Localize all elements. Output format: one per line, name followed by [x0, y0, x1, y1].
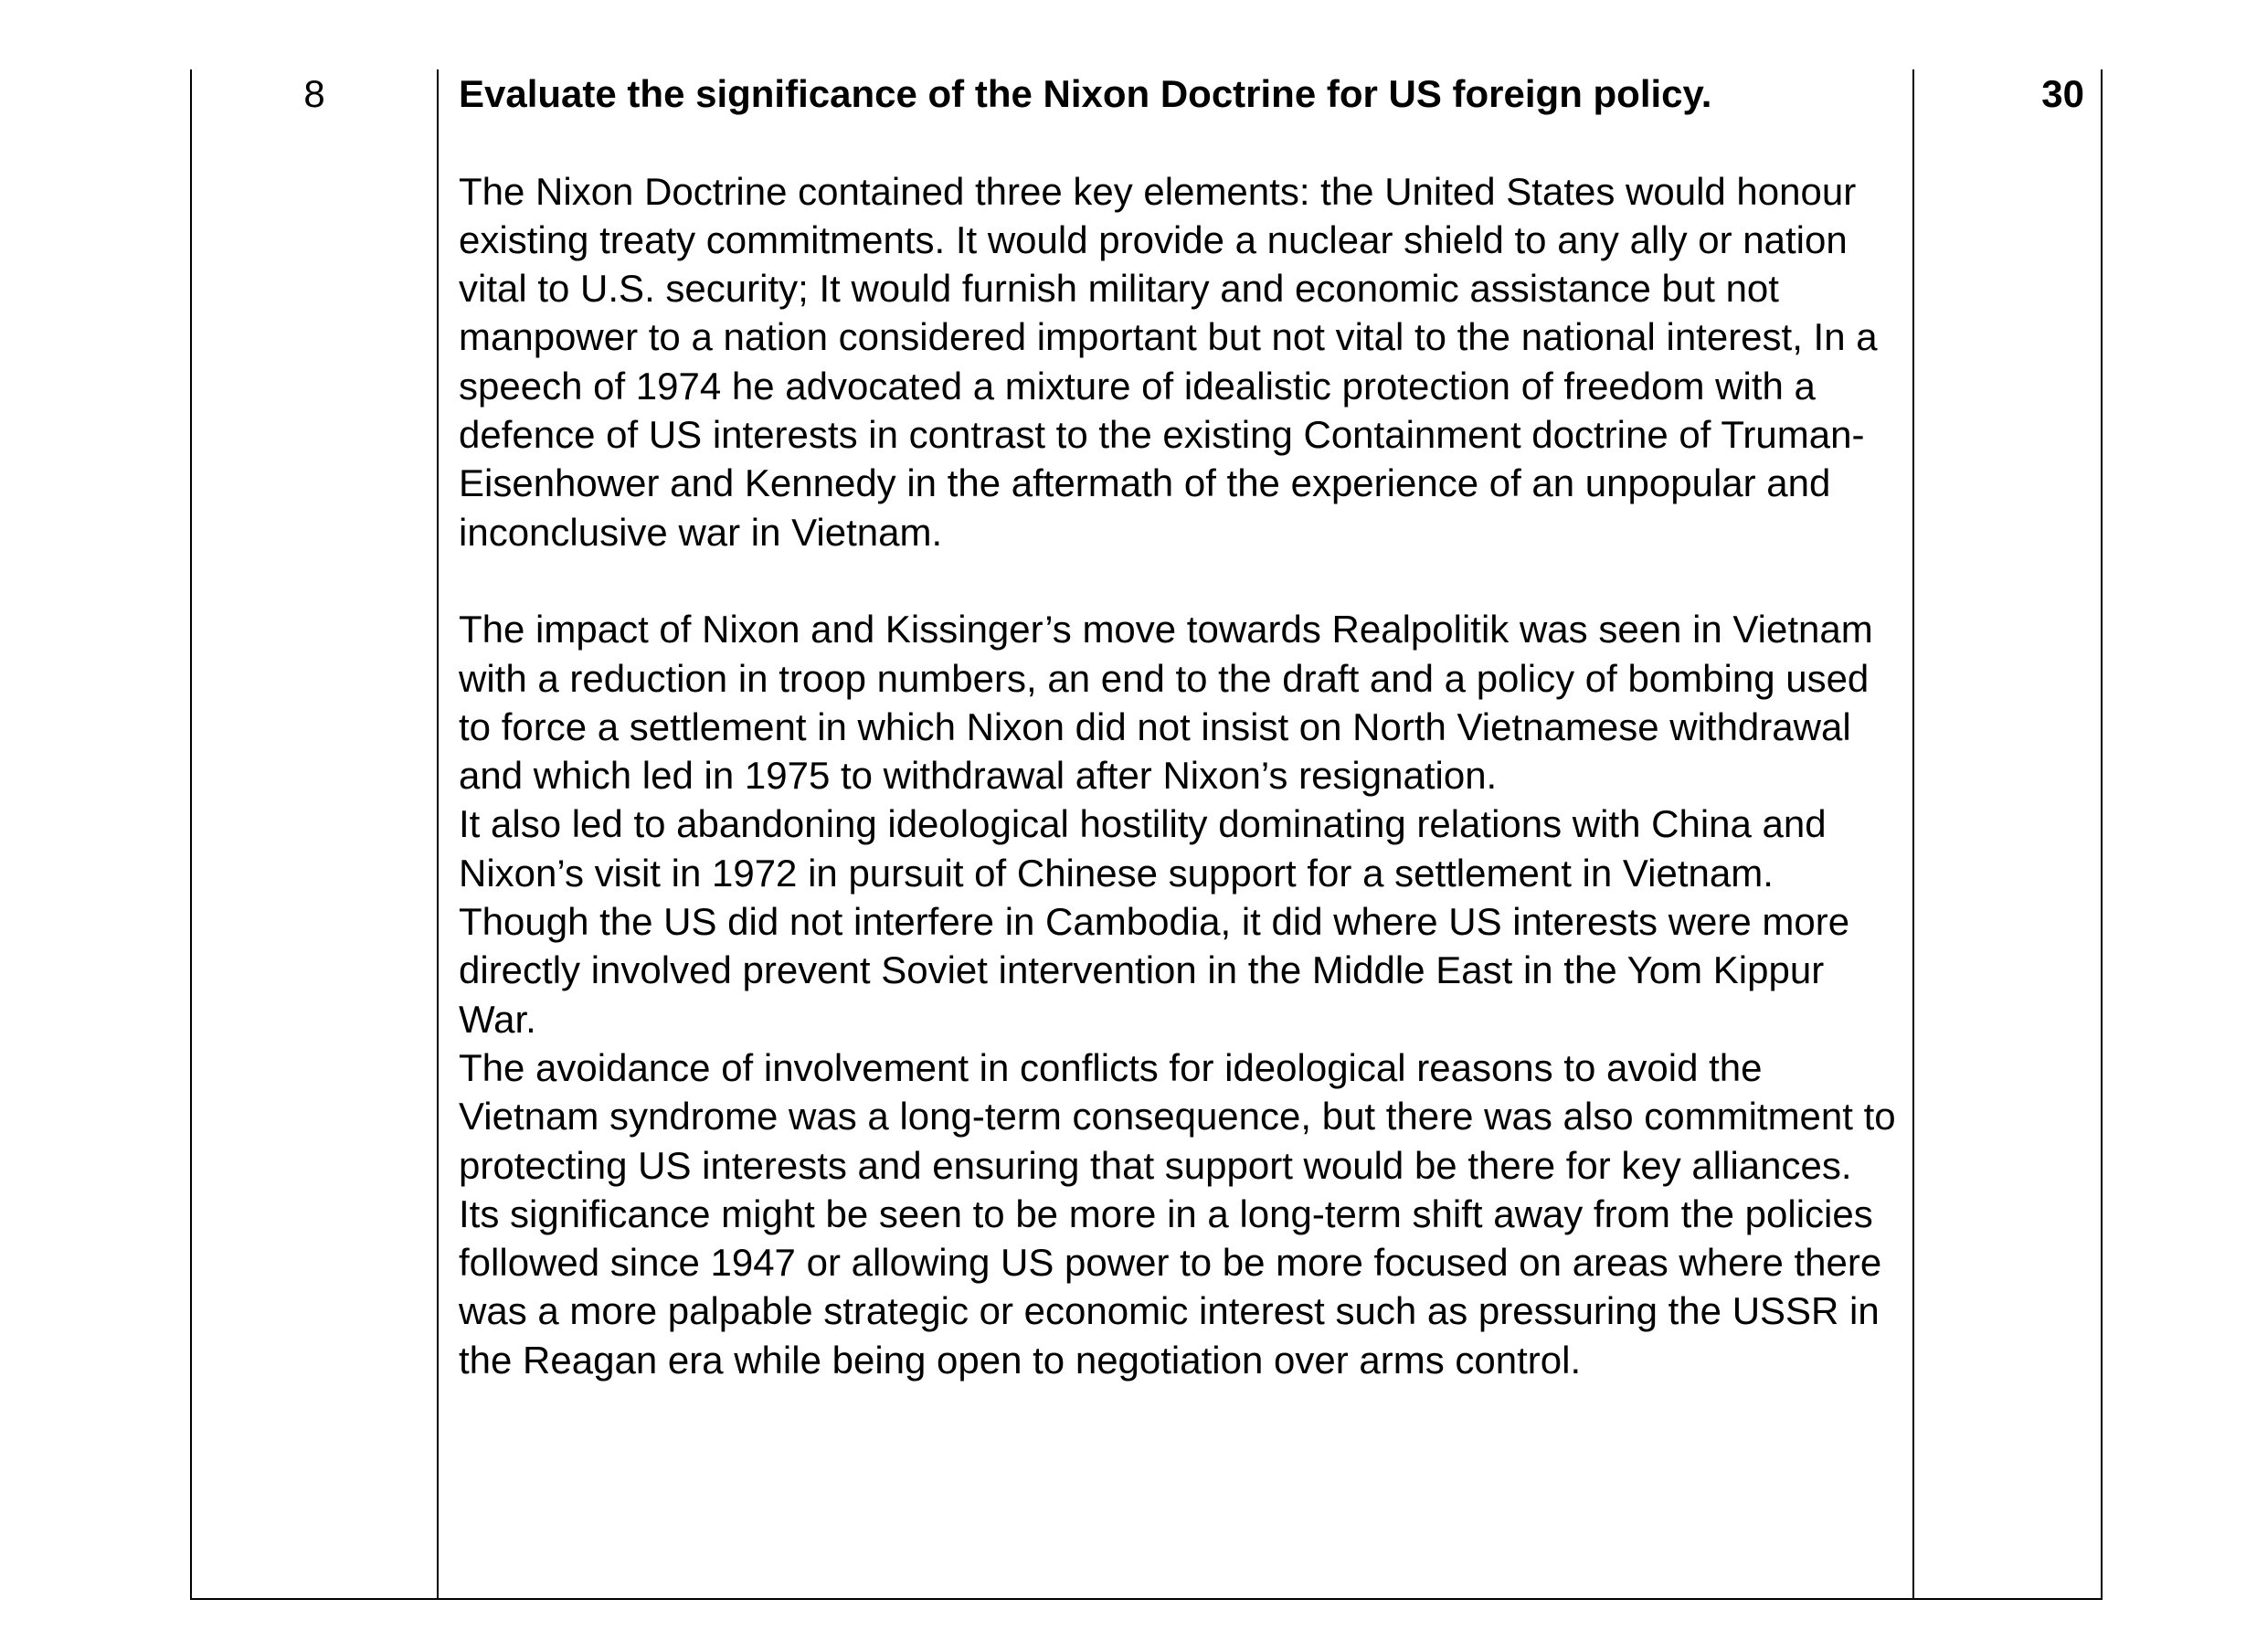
- answer-paragraph: It also led to abandoning ideological hostility dominating relations with China and Nixon’s visit in 1972 in pursuit of Chinese support for a settlement in Vietnam. Though the US did not interfere in Cambodia, it did where US interests were more directly involved prevent Soviet intervention in the Middle East in the Yom Kippur War.: [459, 802, 1850, 1041]
- marks-cell: [1914, 69, 2104, 118]
- question-number: 8: [303, 72, 325, 115]
- answer-paragraph: The impact of Nixon and Kissinger’s move towards Realpolitik was seen in Vietnam with a reduction in troop numbers, an end to the draft and a policy of bombing used to force a settlement in which Nixon did not insist on North Vietnamese withdrawal and which led in 1975 to withdrawal after Nixon’s resignation.: [459, 608, 1873, 798]
- answer-paragraph: The Nixon Doctrine contained three key elements: the United States would honour existing treaty commitments. It would provide a nuclear shield to any ally or nation vital to U.S. security; It would furnish military and economic assistance but not manpower to a nation considered important but not vital to the national interest, In a speech of 1974 he advocated a mixture of idealistic protection of freedom with a defence of US interests in contrast to the existing Containment doctrine of Truman-Eisenhower and Kennedy in the aftermath of the experience of an unpopular and inconclusive war in Vietnam.: [459, 169, 1878, 554]
- column-divider: [437, 69, 439, 1598]
- column-divider: [1912, 69, 1914, 1598]
- question-text: Evaluate the significance of the Nixon Doctrine for US foreign policy.: [459, 72, 1712, 115]
- answer-paragraph: Its significance might be seen to be more in a long-term shift away from the policies followed since 1947 or allowing US power to be more focused on areas where there was a more palpable strategic or economic interest such as pressuring the USSR in the Reagan era while being open to negotiation over arms control.: [459, 1191, 1882, 1382]
- answer-paragraph: The avoidance of involvement in conflicts for ideological reasons to avoid the Vietnam syndrome was a long-term consequence, but there was also commitment to protecting US interests and ensuring that support would be there for key alliances.: [459, 1045, 1896, 1187]
- answer-content-cell: [459, 69, 1902, 1384]
- mark-scheme-table: [190, 69, 2103, 1600]
- marks-value: 30: [2041, 72, 2084, 115]
- question-number-cell: [192, 69, 437, 118]
